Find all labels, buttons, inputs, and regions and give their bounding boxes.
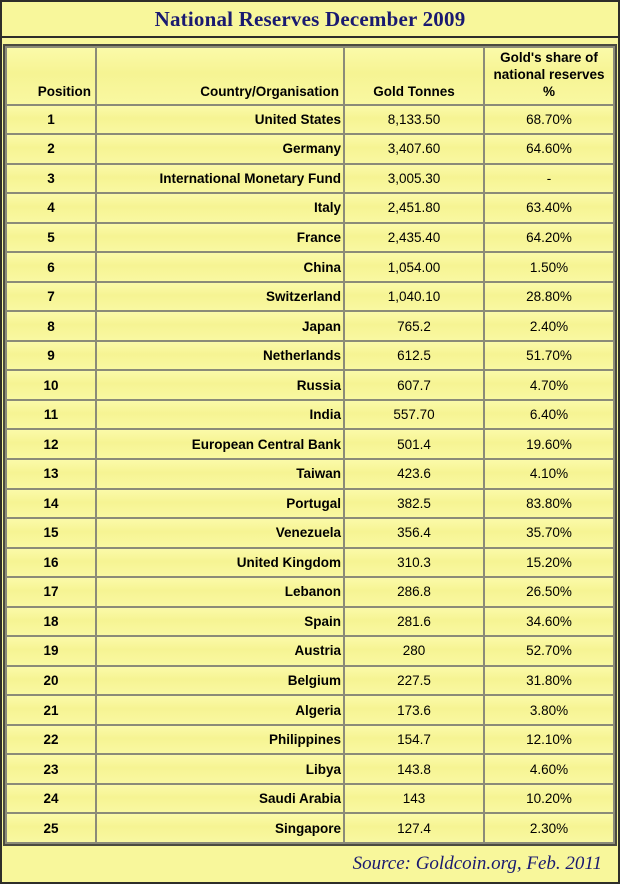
row-gold-share: 12.10% [485,726,613,754]
table-row [7,578,613,606]
footer-band [2,846,618,882]
row-gold-share: 68.70% [485,106,613,134]
title-band [2,2,618,38]
row-position: 6 [7,253,95,281]
row-country: Italy [97,194,343,222]
row-position: 24 [7,785,95,813]
row-position: 17 [7,578,95,606]
row-position: 20 [7,667,95,695]
row-country: Saudi Arabia [97,785,343,813]
row-position: 3 [7,165,95,193]
row-gold-tonnes: 8,133.50 [345,106,483,134]
row-gold-tonnes: 280 [345,637,483,665]
row-gold-tonnes: 765.2 [345,312,483,340]
row-country: Austria [97,637,343,665]
row-gold-tonnes: 501.4 [345,430,483,458]
row-gold-tonnes: 3,005.30 [345,165,483,193]
row-country: Netherlands [97,342,343,370]
row-gold-share: 64.60% [485,135,613,163]
row-country: France [97,224,343,252]
table-row [7,106,613,134]
row-gold-tonnes: 607.7 [345,371,483,399]
col-header-country-organisation: Country/Organisation [97,48,343,104]
row-gold-share: 15.20% [485,549,613,577]
row-gold-tonnes: 173.6 [345,696,483,724]
row-gold-share: 31.80% [485,667,613,695]
row-position: 12 [7,430,95,458]
row-country: United Kingdom [97,549,343,577]
row-gold-tonnes: 423.6 [345,460,483,488]
row-gold-share: 4.70% [485,371,613,399]
row-gold-share: 2.40% [485,312,613,340]
row-country: Russia [97,371,343,399]
row-country: India [97,401,343,429]
row-country: Spain [97,608,343,636]
table-row [7,135,613,163]
row-gold-tonnes: 557.70 [345,401,483,429]
row-gold-share: - [485,165,613,193]
row-gold-tonnes: 1,040.10 [345,283,483,311]
source-note: Source: Goldcoin.org, Feb. 2011 [352,853,602,874]
table-row [7,637,613,665]
row-position: 19 [7,637,95,665]
row-position: 9 [7,342,95,370]
table-row [7,401,613,429]
header-row [7,48,613,104]
row-position: 23 [7,755,95,783]
row-gold-tonnes: 127.4 [345,814,483,842]
row-gold-share: 34.60% [485,608,613,636]
row-gold-share: 2.30% [485,814,613,842]
row-country: Lebanon [97,578,343,606]
row-gold-tonnes: 227.5 [345,667,483,695]
row-country: Taiwan [97,460,343,488]
row-country: European Central Bank [97,430,343,458]
table-row [7,785,613,813]
row-gold-tonnes: 382.5 [345,490,483,518]
row-gold-share: 19.60% [485,430,613,458]
row-gold-share: 51.70% [485,342,613,370]
row-gold-tonnes: 2,451.80 [345,194,483,222]
row-gold-tonnes: 286.8 [345,578,483,606]
row-country: Singapore [97,814,343,842]
row-position: 15 [7,519,95,547]
row-country: Japan [97,312,343,340]
row-position: 10 [7,371,95,399]
table-row [7,755,613,783]
table-row [7,194,613,222]
table-wrap [2,44,618,846]
row-gold-share: 3.80% [485,696,613,724]
row-gold-share: 63.40% [485,194,613,222]
col-header-position: Position [7,48,95,104]
row-country: Switzerland [97,283,343,311]
row-position: 25 [7,814,95,842]
table-row [7,253,613,281]
row-gold-share: 26.50% [485,578,613,606]
row-country: International Monetary Fund [97,165,343,193]
row-position: 16 [7,549,95,577]
row-position: 21 [7,696,95,724]
row-country: China [97,253,343,281]
row-gold-share: 1.50% [485,253,613,281]
table-row [7,726,613,754]
row-gold-share: 6.40% [485,401,613,429]
row-country: Portugal [97,490,343,518]
table-header [7,48,613,104]
row-position: 8 [7,312,95,340]
row-gold-share: 10.20% [485,785,613,813]
row-gold-share: 4.10% [485,460,613,488]
row-gold-tonnes: 310.3 [345,549,483,577]
row-gold-tonnes: 1,054.00 [345,253,483,281]
row-gold-tonnes: 356.4 [345,519,483,547]
row-position: 14 [7,490,95,518]
page-title: National Reserves December 2009 [154,6,466,31]
row-position: 1 [7,106,95,134]
col-header-gold-share: Gold's share of national reserves % [485,48,613,104]
row-position: 7 [7,283,95,311]
row-gold-share: 83.80% [485,490,613,518]
row-position: 2 [7,135,95,163]
row-country: Philippines [97,726,343,754]
row-position: 4 [7,194,95,222]
row-gold-tonnes: 612.5 [345,342,483,370]
table-row [7,224,613,252]
row-gold-share: 28.80% [485,283,613,311]
table-body [7,106,613,842]
row-country: Venezuela [97,519,343,547]
row-country: Algeria [97,696,343,724]
row-country: Germany [97,135,343,163]
table-row [7,814,613,842]
table-row [7,519,613,547]
col-header-gold-tonnes: Gold Tonnes [345,48,483,104]
row-position: 11 [7,401,95,429]
row-gold-tonnes: 2,435.40 [345,224,483,252]
row-gold-share: 64.20% [485,224,613,252]
reserves-table [3,44,617,846]
table-row [7,371,613,399]
table-row [7,312,613,340]
row-gold-tonnes: 281.6 [345,608,483,636]
row-gold-share: 52.70% [485,637,613,665]
table-row [7,283,613,311]
table-row [7,608,613,636]
table-row [7,342,613,370]
table-row [7,460,613,488]
row-position: 18 [7,608,95,636]
table-row [7,696,613,724]
row-position: 5 [7,224,95,252]
row-gold-tonnes: 143.8 [345,755,483,783]
row-gold-share: 4.60% [485,755,613,783]
row-gold-tonnes: 154.7 [345,726,483,754]
row-country: Libya [97,755,343,783]
table-row [7,165,613,193]
row-position: 13 [7,460,95,488]
row-gold-tonnes: 3,407.60 [345,135,483,163]
row-gold-share: 35.70% [485,519,613,547]
table-row [7,490,613,518]
table-row [7,549,613,577]
row-gold-tonnes: 143 [345,785,483,813]
row-country: Belgium [97,667,343,695]
table-row [7,667,613,695]
table-row [7,430,613,458]
row-country: United States [97,106,343,134]
row-position: 22 [7,726,95,754]
